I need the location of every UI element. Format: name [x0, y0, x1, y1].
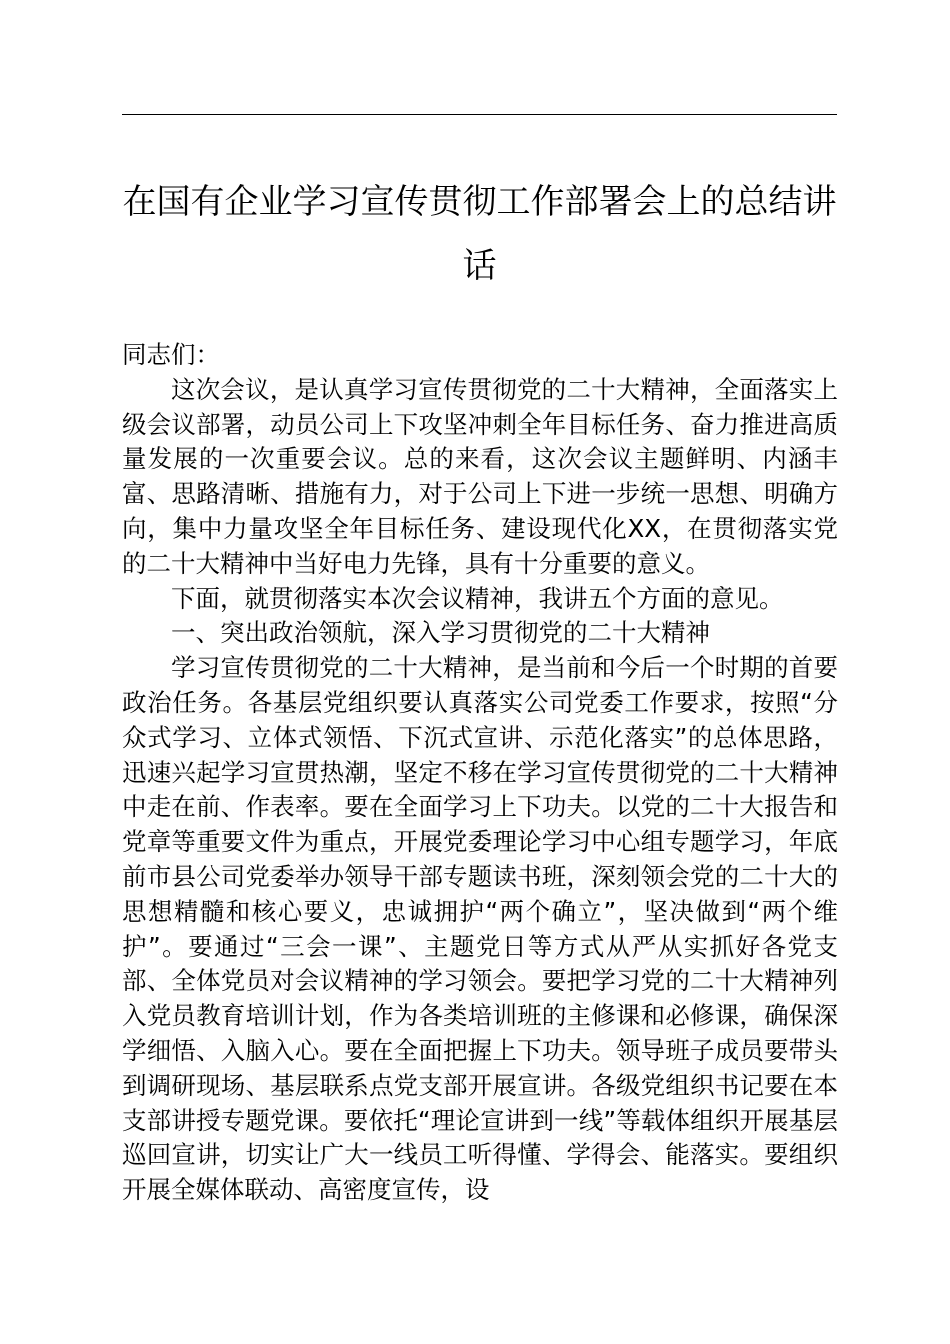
salutation: 同志们：	[122, 340, 220, 369]
paragraph-outline: 下面，就贯彻落实本次会议精神，我讲五个方面的意见。	[171, 583, 784, 613]
section-heading-1: 一、突出政治领航，深入学习贯彻党的二十大精神	[171, 618, 710, 648]
document-body	[122, 338, 838, 1208]
paragraph-intro: 这次会议，是认真学习宣传贯彻党的二十大精神，全面落实上级会议部署，动员公司上下攻坚冲刺全年目标任务、奋力推进高质量发展的一次重要会议。总的来看，这次会议主题鲜明、内涵丰富、思路清晰、措施有力，对于公司上下进一步统一思想、明确方向，集中力量攻坚全年目标任务、建设现代化XX，在贯彻落实党的二十大精神中当好电力先锋，具有十分重要的意义。	[122, 374, 838, 578]
header-rule	[122, 114, 837, 115]
paragraph-section-1: 学习宣传贯彻党的二十大精神，是当前和今后一个时期的首要政治任务。各基层党组织要认真落实公司党委工作要求，按照“分众式学习、立体式领悟、下沉式宣讲、示范化落实”的总体思路，迅速兴起学习宣贯热潮，坚定不移在学习宣传贯彻党的二十大精神中走在前、作表率。要在全面学习上下功夫。以党的二十大报告和党章等重要文件为重点，开展党委理论学习中心组专题学习，年底前市县公司党委举办领导干部专题读书班，深刻领会党的二十大的思想精髓和核心要义，忠诚拥护“两个确立”，坚决做到“两个维护”。要通过“三会一课”、主题党日等方式从严从实抓好各党支部、全体党员对会议精神的学习领会。要把学习党的二十大精神列入党员教育培训计划，作为各类培训班的主修课和必修课，确保深学细悟、入脑入心。要在全面把握上下功夫。领导班子成员要带头到调研现场、基层联系点党支部开展宣讲。各级党组织书记要在本支部讲授专题党课。要依托“理论宣讲到一线”等载体组织开展基层巡回宣讲，切实让广大一线员工听得懂、学得会、能落实。要组织开展全媒体联动、高密度宣传，设	[122, 653, 838, 1205]
document-title: 在国有企业学习宣传贯彻工作部署会上的总结讲话	[122, 182, 837, 286]
